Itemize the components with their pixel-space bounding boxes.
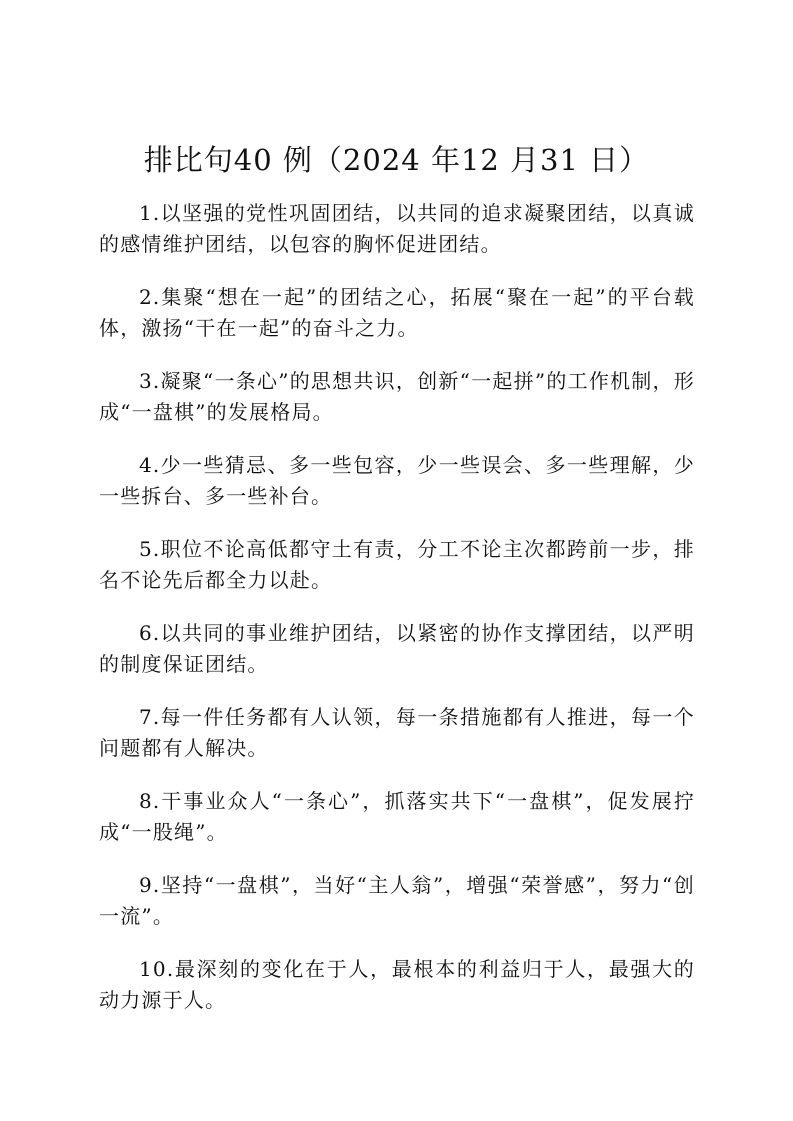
list-item: 3.凝聚“一条心”的思想共识，创新“一起拼”的工作机制，形成“一盘棋”的发展格局。	[99, 369, 695, 424]
document-title: 排比句40 例（2024 年12 月31 日）	[143, 143, 650, 177]
list-item: 1.以坚强的党性巩固团结，以共同的追求凝聚团结，以真诚的感情维护团结，以包容的胸怀促进团结。	[99, 201, 695, 256]
list-item: 2.集聚“想在一起”的团结之心，拓展“聚在一起”的平台载体，激扬“干在一起”的奋斗之力。	[99, 285, 695, 340]
list-item: 5.职位不论高低都守土有责，分工不论主次都跨前一步，排名不论先后都全力以赴。	[99, 537, 695, 592]
list-item: 6.以共同的事业维护团结，以紧密的协作支撑团结，以严明的制度保证团结。	[99, 621, 695, 676]
list-item: 10.最深刻的变化在于人，最根本的利益归于人，最强大的动力源于人。	[99, 957, 695, 1012]
list-item: 7.每一件任务都有人认领，每一条措施都有人推进，每一个问题都有人解决。	[99, 705, 695, 760]
list-item: 8.干事业众人“一条心”，抓落实共下“一盘棋”，促发展拧成“一股绳”。	[99, 789, 695, 844]
parallelism-list	[99, 198, 695, 1038]
list-item: 9.坚持“一盘棋”，当好“主人翁”，增强“荣誉感”，努力“创一流”。	[99, 873, 695, 928]
list-item: 4.少一些猜忌、多一些包容，少一些误会、多一些理解，少一些拆台、多一些补台。	[99, 453, 695, 508]
